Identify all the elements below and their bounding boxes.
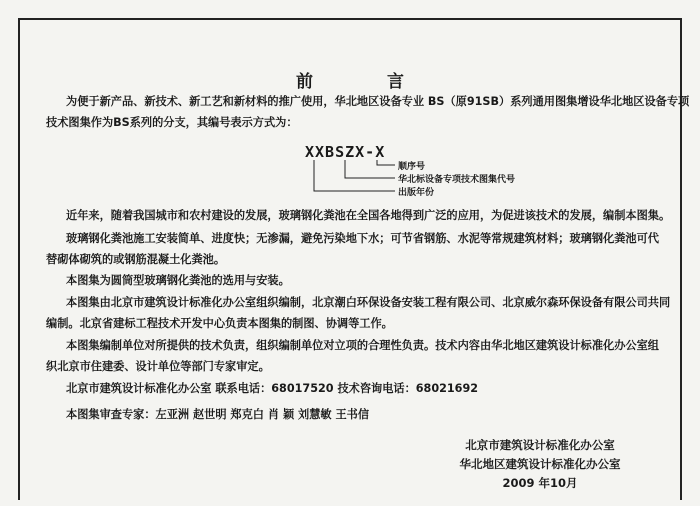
signature-org-2: 华北地区建筑设计标准化办公室 xyxy=(459,457,621,471)
body-paragraph-3: 本图集为圆筒型玻璃钢化粪池的选用与安装。 xyxy=(66,274,290,287)
intro-line-2: 技术图集作为BS系列的分支，其编号表示方式为： xyxy=(46,116,298,129)
code-label-series-code: 华北标设备专项技术图集代号 xyxy=(398,175,516,185)
reviewers: 本图集审查专家：左亚洲 赵世明 郑克白 肖 颖 刘慧敏 王书信 xyxy=(66,408,370,421)
signature-date: 2009 年10月 xyxy=(502,476,578,490)
signature-org-1: 北京市建筑设计标准化办公室 xyxy=(465,438,615,452)
page-title: 前 言 xyxy=(296,72,438,92)
intro-line-1: 为便于新产品、新技术、新工艺和新材料的推广使用，华北地区设备专业 BS（原91SB）系列通用图集增设华北地区设备专项 xyxy=(66,95,690,108)
contact-info: 北京市建筑设计标准化办公室 联系电话：68017520 技术咨询电话：68021692 xyxy=(66,382,479,395)
code-label-year: 出版年份 xyxy=(398,188,435,198)
body-paragraph-2-line-2: 替砌体砌筑的或钢筋混凝土化粪池。 xyxy=(46,253,226,266)
body-paragraph-2-line-1: 玻璃钢化粪池施工安装简单、进度快；无渗漏，避免污染地下水；可节省钢筋、水泥等常规建筑材料；玻璃钢化粪池可代 xyxy=(66,232,659,245)
code-label-sequence: 顺序号 xyxy=(398,162,426,172)
body-paragraph-5-line-1: 本图集编制单位对所提供的技术负责，组织编制单位对立项的合理性负责。技术内容由华北地区建筑设计标准化办公室组 xyxy=(66,339,659,352)
body-paragraph-4-line-1: 本图集由北京市建筑设计标准化办公室组织编制，北京潮白环保设备安装工程有限公司、北京威尔森环保设备有限公司共同 xyxy=(66,296,671,309)
body-paragraph-1: 近年来，随着我国城市和农村建设的发展，玻璃钢化粪池在全国各地得到广泛的应用，为促进该技术的发展，编制本图集。 xyxy=(66,209,671,222)
code-format: XXBSZX-X xyxy=(305,143,386,161)
body-paragraph-4-line-2: 编制。北京省建标工程技术开发中心负责本图集的制图、协调等工作。 xyxy=(46,317,393,330)
body-paragraph-5-line-2: 织北京市住建委、设计单位等部门专家审定。 xyxy=(46,360,270,373)
